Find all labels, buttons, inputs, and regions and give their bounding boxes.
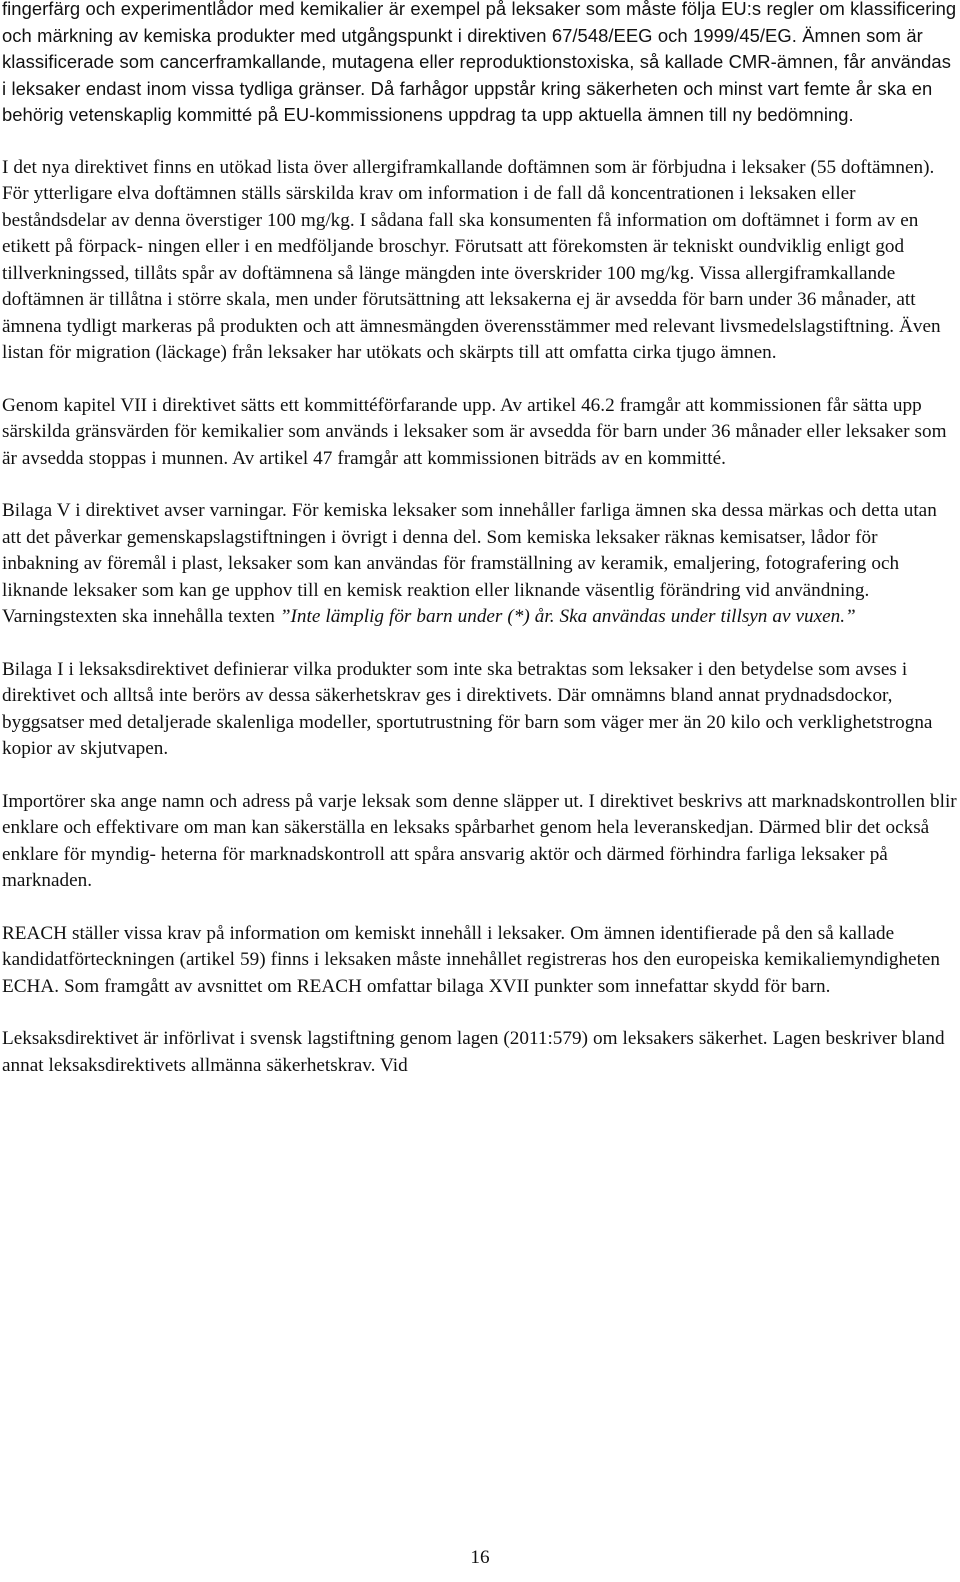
text-segment: I det nya direktivet finns en utökad lista över allergiframkallande doftämnen som är förbjudna i leksaker (55 doftämnen). För ytterligare elva doftämnen ställs särskilda krav om information i de fall då koncentrationen i leksaken eller beståndsdelar av denna överstiger 100 mg/kg. I sådana fall ska konsumenten få information om doftämnet i form av en etikett på förpack- ningen eller i en medföljande broschyr. Förutsatt att förekomsten är tekniskt oundviklig enligt god tillverkningssed, tillåts spår av doftämnena så länge mängden inte överskrider 100 mg/kg. Vissa allergiframkallande doftämnen är tillåtna i större skala, men under förutsättning att leksakerna ej är avsedda för barn under 36 månader, att ämnena tydligt markeras på produkten och att ämnesmängden överensstämmer med relevant livsmedelslagstiftning. Även listan för migration (läckage) från leksaker har utökats och skärpts till att omfatta cirka tjugo ämnen. <box>2 156 941 363</box>
warning-text-quote: ”Inte lämplig för barn under (*) år. Ska användas under tillsyn av vuxen.” <box>279 606 856 627</box>
paragraph-annex-i-exclusions <box>2 657 958 763</box>
text-segment: REACH ställer vissa krav på information om kemiskt innehåll i leksaker. Om ämnen identifierade på den så kallade kandidatförteckningen (artikel 59) finns i leksaken måste innehållet registreras hos den europeiska kemikaliemyndigheten ECHA. Som framgått av avsnittet om REACH omfattar bilaga XVII punkter som innefattar skydd för barn. <box>2 922 941 997</box>
page-number: 16 <box>470 1547 490 1568</box>
text-segment: Bilaga V i direktivet avser varningar. För kemiska leksaker som innehåller farliga ämnen ska dessa märkas och detta utan att det påverkar gemenskapslagstiftningen i övrigt i denna del. Som kemiska leksaker räknas kemisatser, lådor för inbakning av föremål i plast, leksaker som kan användas för framställning av keramik, emaljering, fotografering och liknande leksaker som kan ge upphov till en kemisk reaktion eller liknande väsentlig förändring vid användning. Varningstexten ska innehålla texten <box>2 500 937 627</box>
paragraph-warnings-annex-v <box>2 498 958 631</box>
body-text <box>2 0 958 1079</box>
text-segment: Bilaga I i leksaksdirektivet definierar vilka produkter som inte ska betraktas som leksaker i den betydelse som avses i direktivet och alltså inte berörs av dessa säkerhetskrav ges i direktivets. Där omnämns bland annat prydnadsdockor, byggsatser med detaljerade skalenliga modeller, sportutrustning för barn som väger mer än 20 kilo och verklighetstrogna kopior av skjutvapen. <box>2 658 933 759</box>
text-segment: Genom kapitel VII i direktivet sätts ett kommittéförfarande upp. Av artikel 46.2 framgår att kommissionen får sätta upp särskilda gränsvärden för kemikalier som används i leksaker som är avsedda för barn under 36 månader eller leksaker som är avsedda stoppas i munnen. Av artikel 47 framgår att kommissionen biträds av en kommitté. <box>2 394 947 469</box>
paragraph-importers-traceability <box>2 789 958 895</box>
paragraph-chemicals-classification <box>2 0 958 129</box>
text-segment: fingerfärg och experimentlådor med kemikalier är exempel på leksaker som måste följa EU:s regler om klassificering och märkning av kemiska produkter med utgångspunkt i direktiven 67/548/EEG och 1999/45/EG. Ämnen som är klassificerade som cancerframkallande, mutagena eller reproduktionstoxiska, så kallade CMR-ämnen, får användas i leksaker endast inom vissa tydliga gränser. Då farhågor uppstår kring säkerheten och minst vart femte år ska en behörig vetenskaplig kommitté på EU-kommissionens uppdrag ta upp aktuella ämnen till ny bedömning. <box>2 0 957 125</box>
paragraph-committee-procedure <box>2 393 958 473</box>
paragraph-reach-requirements <box>2 921 958 1001</box>
paragraph-allergenic-fragrances <box>2 155 958 367</box>
paragraph-swedish-law <box>2 1026 958 1079</box>
text-segment: Importörer ska ange namn och adress på varje leksak som denne släpper ut. I direktivet beskrivs att marknadskontrollen blir enklare och effektivare om man kan säkerställa en leksaks spårbarhet genom hela leveranskedjan. Därmed blir det också enklare för myndig- heterna för marknadskontroll att spåra ansvarig aktör och därmed förhindra farliga leksaker på marknaden. <box>2 790 957 891</box>
text-segment: Leksaksdirektivet är införlivat i svensk lagstiftning genom lagen (2011:579) om leksakers säkerhet. Lagen beskriver bland annat leksaksdirektivets allmänna säkerhetskrav. Vid <box>2 1028 945 1076</box>
